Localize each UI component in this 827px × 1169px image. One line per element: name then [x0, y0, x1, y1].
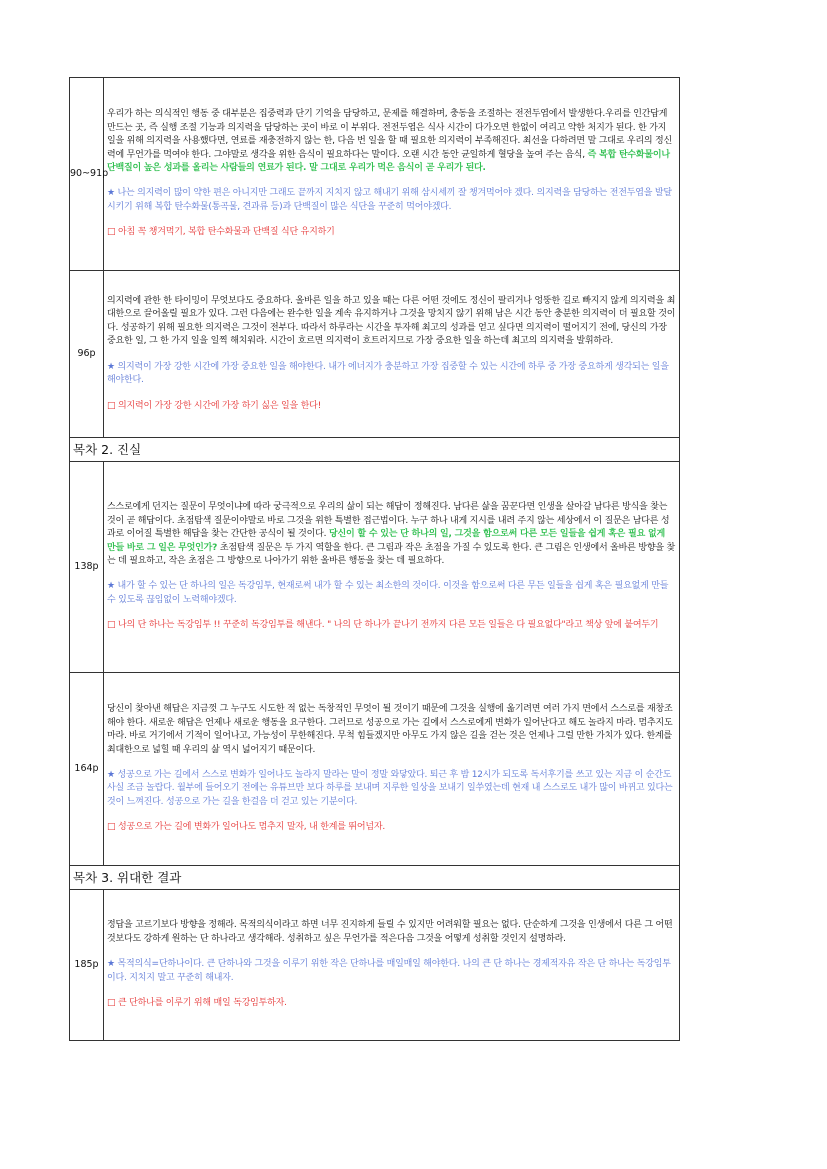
action-item: □ 아침 꼭 챙겨먹기, 복합 탄수화물과 단백질 식단 유지하기	[107, 227, 335, 238]
action-item: □ 성공으로 가는 길에 변화가 일어나도 멈추지 말자, 내 한계를 뛰어넘자.	[107, 822, 386, 833]
action-item: □ 나의 단 하나는 독강임투 !! 꾸준히 독강임투를 해낸다. " 나의 단 하나가 끝나기 전까지 다른 모든 일들은 다 필요없다"라고 책상 앞에 붙여두기	[107, 620, 659, 631]
note-cell	[104, 78, 680, 271]
section-title: 목차 3. 위대한 결과	[70, 866, 680, 890]
page-number: 96p	[70, 271, 104, 438]
reflection-text: ★ 나는 의지력이 많이 약한 편은 아니지만 그래도 끝까지 지치지 않고 해내기 위해 삼시세끼 잘 챙겨먹어야 겠다. 의지력을 담당하는 전전두엽을 발달시키기 위해 복합 탄수화물(통곡물, 견과류 등)과 단백질이 많은 식단을 꾸준히 먹어야겠다.	[107, 188, 672, 212]
quote-text: 정답을 고르기보다 방향을 정해라. 목적의식이라고 하면 너무 진지하게 들릴 수 있지만 어려워할 필요는 없다. 단순하게 그것을 인생에서 다른 그 어떤 것보다도 강하게 원하는 단 하나라고 생각해라. 성취하고 싶은 무언가를 적은다음 그것을 어떻게 성취할 것인지 설명하라.	[107, 920, 673, 944]
page-number: 185p	[70, 890, 104, 1041]
note-cell	[104, 890, 680, 1041]
quote-text: 스스로에게 던지는 질문이 무엇이냐에 따라 궁극적으로 우리의 삶이 되는 해답이 정해진다. 남다른 삶을 꿈꾼다면 인생을 살아갈 남다른 방식을 찾는 것이 곧 해답이다. 초점탐색 질문이야말로 바로 그것을 위한 특별한 접근법이다. 누구 하나 내게 지시를 내려 주지 않는 세상에서 이 질문은 남다른 성과로 이어질 특별한 해답을 찾는 간단한 공식이 될 것이다. 당신이 할 수 있는 단 하나의 일, 그것을 함으로써 다른 모든 일들을 쉽게 혹은 필요 없게 만들 바로 그 일은 무엇인가? 초점탐색 질문은 두 가지 역할을 한다. 큰 그림과 작은 초점을 가질 수 있도록 한다. 큰 그림은 인생에서 올바른 방향을 찾는 데 필요하고, 작은 초점은 그 방향으로 나아가기 위한 올바른 행동을 찾는 데 필요하다.	[107, 502, 675, 566]
note-cell	[104, 462, 680, 673]
action-item: □ 의지력이 가장 강한 시간에 가장 하기 싫은 일을 한다!	[107, 400, 322, 411]
section-title: 목차 2. 진실	[70, 438, 680, 462]
quote-highlight: 당신이 할 수 있는 단 하나의 일, 그것을 함으로써 다른 모든 일들을 쉽게 혹은 필요 없게 만들 바로 그 일은 무엇인가?	[107, 529, 666, 553]
quote-text: 의지력에 관한 한 타이밍이 무엇보다도 중요하다. 올바른 일을 하고 있을 때는 다른 어떤 것에도 정신이 팔리거나 엉뚱한 길로 빠지지 않게 의지력을 최대한으로 끌어올릴 필요가 있다. 그런 다음에는 완수한 일을 계속 유지하거나 그것을 망치지 않기 위해 남은 시간 동안 충분한 의지력이 더 필요할 것이다. 성공하기 위해 필요한 의지력은 그것이 전부다. 따라서 하루라는 시간을 투자해 최고의 성과를 얻고 싶다면 의지력이 떨어지기 전에, 당신의 가장 중요한 일, 그 한 가지 일을 일찍 해치워라. 시간이 흐르면 의지력이 흐트러지므로 가장 중요한 일을 하는데 최고의 의지력을 발휘하라.	[107, 296, 676, 347]
table-row	[70, 78, 680, 271]
page-number: 164p	[70, 673, 104, 866]
table-row	[70, 462, 680, 673]
quote-text: 당신이 찾아낸 해답은 지금껏 그 누구도 시도한 적 없는 독창적인 무엇이 될 것이기 때문에 그것을 실행에 옮기려면 여러 가지 면에서 스스로를 재창조해야 한다. 새로운 해답은 언제나 새로운 행동을 요구한다. 그러므로 성공으로 가는 길에서 스스로에게 변화가 일어난다고 해도 놀라지 마라. 멈추지도 마라. 바로 거기에서 기적이 일어나고, 가능성이 무한해진다. 무척 힘들겠지만 아무도 가지 않은 길을 걷는 것은 언제나 그럴 만한 가치가 있다. 한계를 최대한으로 넓힐 때 우리의 삶 역시 넓어지기 때문이다.	[107, 704, 673, 755]
reflection-text: ★ 목적의식=단하나이다. 큰 단하나와 그것을 이루기 위한 작은 단하나를 매일매일 해야한다. 나의 큰 단 하나는 경제적자유 작은 단 하나는 독강임투이다. 지치지 말고 꾸준히 해내자.	[107, 959, 671, 983]
section-header-row	[70, 438, 680, 462]
note-cell	[104, 673, 680, 866]
reflection-text: ★ 내가 할 수 있는 단 하나의 일은 독강임투, 현재로써 내가 할 수 있는 최소한의 것이다. 이것을 함으로써 다른 무든 일들을 쉽게 혹은 필요없게 만들 수 있도록 끊임없이 노력해야겠다.	[107, 581, 669, 605]
page-number: 138p	[70, 462, 104, 673]
page-number: 90~91p	[70, 78, 104, 271]
section-header-row	[70, 866, 680, 890]
reflection-text: ★ 의지력이 가장 강한 시간에 가장 중요한 일을 해야한다. 내가 에너지가 충분하고 가장 집중할 수 있는 시간에 하루 중 가장 중요하게 생각되는 일을 해야한다.	[107, 361, 669, 386]
quote-highlight: 즉 복합 탄수화물이나 단백질이 높은 성과를 올리는 사람들의 연료가 된다. 말 그대로 우리가 먹은 음식이 곧 우리가 된다.	[107, 149, 670, 173]
action-item: □ 큰 단하나를 이루기 위해 매일 독강임투하자.	[107, 998, 287, 1009]
table-row	[70, 673, 680, 866]
quote-text: 우리가 하는 의식적인 행동 중 대부분은 집중력과 단기 기억을 담당하고, 문제를 해결하며, 충동을 조절하는 전전두엽에서 발생한다.우리를 인간답게 만드는 곳, 즉 실행 조절 기능과 의지력을 담당하는 곳이 바로 이 부위다. 전전두엽은 식사 시간이 다가오면 한없이 여리고 약한 처지가 된다. 한 가지 일을 위해 의지력을 사용했다면, 연료를 재충전하지 않는 한, 다음 번 일을 할 때 필요한 의지력이 부족해진다. 최선을 다하려면 말 그대로 우리의 정신력에 무언가를 먹여야 한다. 그야말로 생각을 위한 음식이 필요하다는 말이다. 오랜 시간 동안 균일하게 혈당을 높여 주는 음식, 즉 복합 탄수화물이나 단백질이 높은 성과를 올리는 사람들의 연료가 된다. 말 그대로 우리가 먹은 음식이 곧 우리가 된다.	[107, 109, 673, 173]
table-row	[70, 890, 680, 1041]
table-row	[70, 271, 680, 438]
reading-notes-table	[69, 77, 680, 1041]
note-cell	[104, 271, 680, 438]
reflection-text: ★ 성공으로 가는 길에서 스스로 변화가 일어나도 놀라지 말라는 말이 정말 와닿았다. 퇴근 후 밤 12시가 되도록 독서후기를 쓰고 있는 지금 이 순간도 사실 조금 놀랍다. 월부에 들어오기 전에는 유튜브만 보다 하루를 보내며 지루한 일상을 보내기 일쑤였는데 현재 내 스스로도 내가 많이 바뀌고 있다는 것이 느껴진다. 성공으로 가는 길을 한걸음 더 걷고 있는 기분이다.	[107, 770, 673, 807]
